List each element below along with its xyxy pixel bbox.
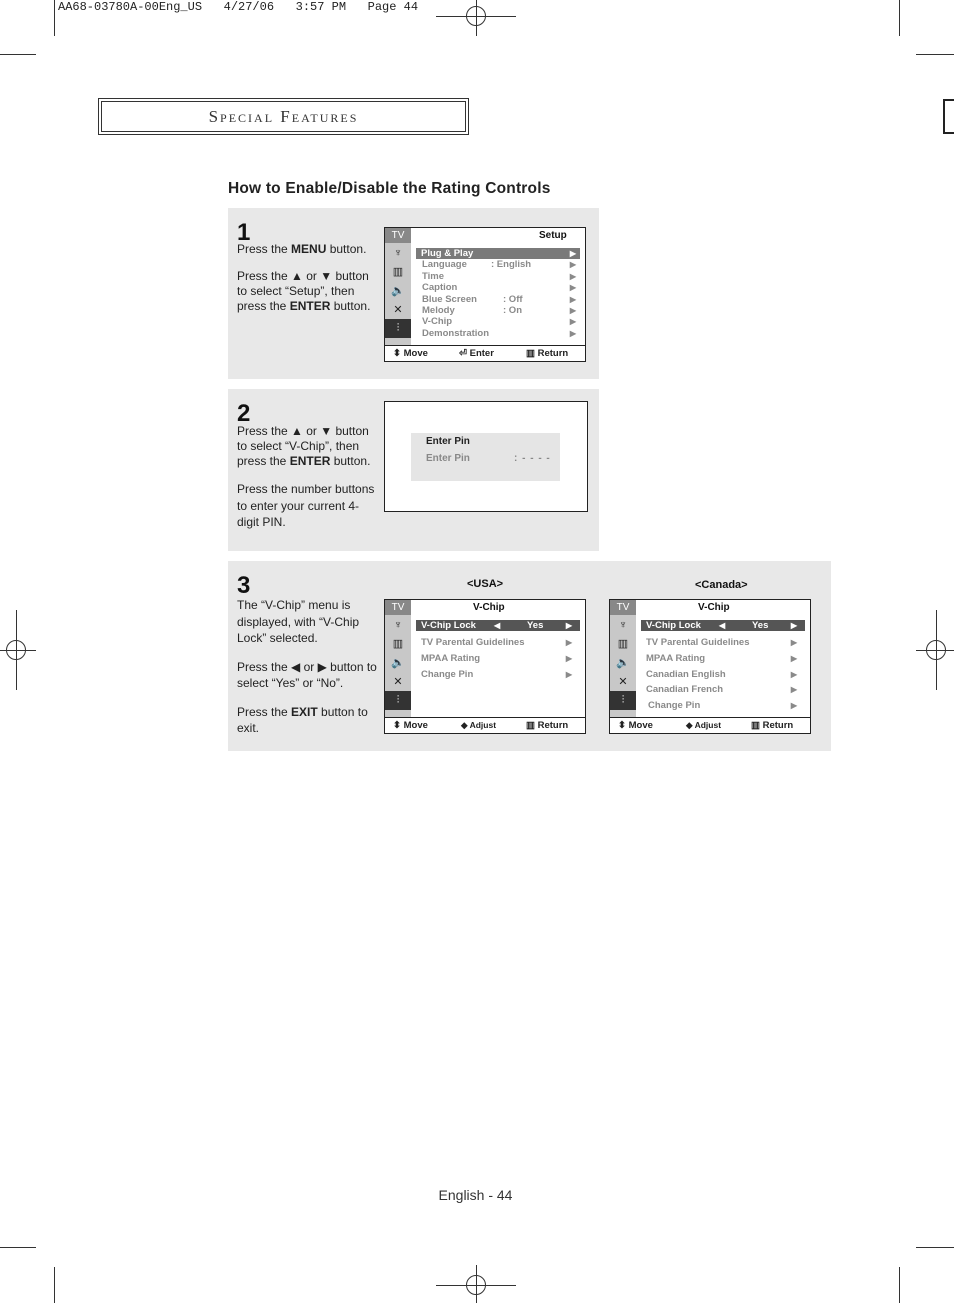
tv-label: TV: [385, 600, 411, 615]
step-1-text: Press the MENU button. Press the ▲ or ▼ button to select “Setup”, then press the ENTER button.: [237, 242, 371, 313]
setup-menu-list: [416, 248, 580, 339]
canada-change-pin[interactable]: Change Pin ▶: [641, 698, 805, 714]
setup-item-plug-and-play[interactable]: Plug & Play ▶: [416, 248, 580, 259]
page-footer: English - 44: [438, 1187, 513, 1203]
setup-item-melody[interactable]: Melody : On ▶: [422, 304, 576, 316]
right-arrow-icon: ▶: [569, 317, 576, 327]
sound-icon: 🔈: [616, 657, 630, 669]
right-arrow-icon: ▶: [790, 701, 797, 711]
setup-item-blue-screen[interactable]: Blue Screen : Off ▶: [422, 293, 576, 305]
crop-mark: [899, 1267, 900, 1303]
step-2-text: Press the ▲ or ▼ button to select “V-Chip”, then press the ENTER button. Press the number buttons to enter your current 4-digit PIN.: [237, 424, 375, 529]
right-arrow-icon: ▶: [569, 305, 576, 315]
print-header: AA68-03780A-00Eng_US 4/27/06 3:57 PM Page 44: [58, 0, 419, 14]
edge-tab: [943, 99, 954, 134]
registration-mark: [456, 1265, 496, 1303]
picture-icon: ▥: [392, 266, 404, 278]
crop-mark: [899, 0, 900, 36]
move-hint: ⬍ Move: [618, 720, 653, 731]
right-arrow-icon: ▶: [790, 669, 797, 679]
usa-v-chip-title: V-Chip: [473, 602, 505, 613]
right-arrow-icon: ▶: [790, 685, 797, 695]
setup-icon: ⫶: [385, 691, 411, 710]
step-1-number: 1: [237, 219, 251, 246]
tv-label: TV: [610, 600, 636, 615]
setup-item-time[interactable]: Time ▶: [422, 270, 576, 282]
setup-item-v-chip[interactable]: V-Chip ▶: [422, 316, 576, 328]
usa-v-chip-screen: [384, 599, 586, 734]
registration-mark: [0, 630, 36, 670]
crop-mark: [54, 0, 55, 36]
usa-change-pin[interactable]: Change Pin ▶: [416, 667, 580, 683]
antenna-icon: ♆: [393, 246, 403, 259]
canada-v-chip-screen: [609, 599, 811, 734]
right-arrow-icon: ▶: [569, 283, 576, 293]
canada-tv-parental-guidelines[interactable]: TV Parental Guidelines ▶: [641, 635, 805, 651]
canada-canadian-french[interactable]: Canadian French ▶: [641, 682, 805, 698]
enter-pin-dialog: [411, 433, 560, 481]
sound-icon: 🔈: [391, 657, 405, 669]
right-arrow-icon: ▶: [569, 271, 576, 281]
right-arrow-icon: ▶: [565, 669, 572, 679]
right-arrow-icon: ▶: [565, 653, 572, 663]
picture-icon: ▥: [392, 638, 404, 650]
setup-menu-screen: [384, 227, 586, 362]
step-3-text: The “V-Chip” menu is displayed, with “V-Chip Lock” selected. Press the ◀ or ▶ button to select “Yes” or “No”. Press the EXIT button to exit.: [237, 598, 377, 735]
return-hint: ▥ Return: [751, 720, 794, 731]
registration-mark: [456, 0, 496, 36]
page-heading: How to Enable/Disable the Rating Controls: [228, 180, 551, 197]
usa-tv-parental-guidelines[interactable]: TV Parental Guidelines ▶: [416, 635, 580, 651]
step-3-number: 3: [237, 572, 251, 599]
crop-mark: [54, 1267, 55, 1303]
usa-v-chip-list: [416, 615, 580, 682]
pin-field-value[interactable]: : - - - -: [514, 453, 551, 464]
osd-sidebar: [385, 615, 411, 717]
canada-v-chip-list: [641, 615, 805, 714]
osd-help-bar: [385, 345, 585, 361]
adjust-hint: ◆ Adjust: [686, 720, 722, 730]
right-arrow-icon: ▶: [569, 249, 576, 258]
usa-mpaa-rating[interactable]: MPAA Rating ▶: [416, 651, 580, 667]
channel-icon: ✕: [618, 676, 628, 688]
setup-icon: ⫶: [610, 691, 636, 710]
adjust-hint: ◆ Adjust: [461, 720, 497, 730]
setup-item-caption[interactable]: Caption ▶: [422, 282, 576, 294]
pin-field-label: Enter Pin: [426, 453, 470, 464]
left-arrow-icon: ◀: [494, 621, 501, 630]
right-arrow-icon: ▶: [569, 260, 576, 270]
crop-mark: [0, 54, 36, 55]
left-arrow-icon: ◀: [719, 621, 726, 630]
right-arrow-icon: ▶: [790, 638, 797, 647]
canada-v-chip-title: V-Chip: [698, 602, 730, 613]
osd-sidebar: [385, 243, 411, 345]
right-arrow-icon: ▶: [569, 294, 576, 304]
setup-menu-title: Setup: [539, 230, 567, 241]
return-hint: ▥ Return: [526, 348, 569, 359]
crop-mark: [916, 54, 954, 55]
antenna-icon: ♆: [393, 618, 403, 631]
setup-item-demonstration[interactable]: Demonstration ▶: [422, 327, 576, 339]
usa-v-chip-lock[interactable]: V-Chip Lock ◀ Yes ▶: [416, 620, 580, 631]
setup-item-language[interactable]: Language : English ▶: [422, 259, 576, 271]
enter-pin-screen: [384, 401, 588, 512]
canada-mpaa-rating[interactable]: MPAA Rating ▶: [641, 651, 805, 667]
crop-mark: [0, 1247, 36, 1248]
move-hint: ⬍ Move: [393, 348, 428, 359]
usa-label: <USA>: [467, 578, 504, 590]
canada-v-chip-lock[interactable]: V-Chip Lock ◀ Yes ▶: [641, 620, 805, 631]
osd-help-bar: [610, 717, 810, 733]
setup-icon: ⫶: [385, 319, 411, 338]
antenna-icon: ♆: [618, 618, 628, 631]
section-title: Special Features: [208, 106, 359, 126]
section-title-box: [98, 98, 469, 135]
step-2-number: 2: [237, 400, 251, 427]
canada-label: <Canada>: [695, 579, 748, 591]
move-hint: ⬍ Move: [393, 720, 428, 731]
sound-icon: 🔈: [391, 285, 405, 297]
channel-icon: ✕: [393, 676, 403, 688]
right-arrow-icon: ▶: [565, 621, 572, 630]
osd-sidebar: [610, 615, 636, 717]
right-arrow-icon: ▶: [569, 328, 576, 338]
return-hint: ▥ Return: [526, 720, 569, 731]
pin-dialog-title: Enter Pin: [426, 436, 470, 447]
tv-label: TV: [385, 228, 411, 243]
canada-canadian-english[interactable]: Canadian English ▶: [641, 667, 805, 683]
channel-icon: ✕: [393, 304, 403, 316]
right-arrow-icon: ▶: [790, 653, 797, 663]
registration-mark: [916, 630, 954, 670]
enter-hint: ⏎ Enter: [459, 348, 494, 359]
right-arrow-icon: ▶: [565, 638, 572, 647]
osd-help-bar: [385, 717, 585, 733]
right-arrow-icon: ▶: [790, 621, 797, 630]
crop-mark: [916, 1247, 954, 1248]
picture-icon: ▥: [617, 638, 629, 650]
